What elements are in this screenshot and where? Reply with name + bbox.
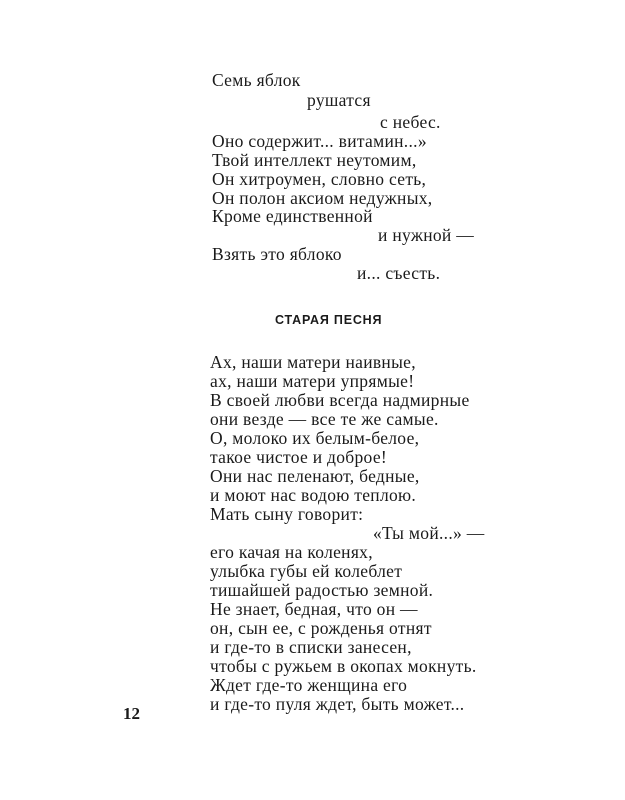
verse-line: и... съесть. — [357, 263, 441, 283]
verse-line: О, молоко их белым-белое, — [210, 428, 420, 448]
verse-line: Он хитроумен, словно сеть, — [212, 169, 427, 189]
verse-line: они везде — все те же самые. — [210, 409, 439, 429]
verse-line: такое чистое и доброе! — [210, 447, 388, 467]
verse-line: и где-то в списки занесен, — [210, 637, 412, 657]
verse-line: он, сын ее, с рожденья отнят — [210, 618, 432, 638]
verse-line: В своей любви всегда надмирные — [210, 390, 470, 410]
page-number: 12 — [123, 704, 140, 723]
verse-line: с небес. — [380, 112, 441, 132]
verse-line: тишайшей радостью земной. — [210, 580, 434, 600]
verse-line: улыбка губы ей колеблет — [210, 561, 403, 581]
verse-line: Семь яблок — [212, 70, 301, 90]
verse-line: Они нас пеленают, бедные, — [210, 466, 420, 486]
verse-line: рушатся — [307, 90, 371, 110]
poem-2-title: СТАРАЯ ПЕСНЯ — [275, 313, 383, 327]
verse-line: Твой интеллект неутомим, — [212, 150, 417, 170]
verse-line: Не знает, бедная, что он — — [210, 599, 418, 619]
verse-line: Ждет где-то женщина его — [210, 675, 408, 695]
verse-line: Оно содержит... витамин...» — [212, 131, 427, 151]
verse-line: его качая на коленях, — [210, 542, 373, 562]
verse-line: Ах, наши матери наивные, — [210, 352, 416, 372]
verse-line: и моют нас водою теплою. — [210, 485, 417, 505]
verse-line: «Ты мой...» — — [373, 523, 485, 543]
verse-line: и где-то пуля ждет, быть может... — [210, 694, 465, 714]
verse-line: ах, наши матери упрямые! — [210, 371, 415, 391]
verse-line: Мать сыну говорит: — [210, 504, 364, 524]
verse-line: Он полон аксиом недужных, — [212, 188, 433, 208]
verse-line: и нужной — — [378, 225, 475, 245]
verse-line: Кроме единственной — [212, 206, 373, 226]
verse-line: Взять это яблоко — [212, 244, 342, 264]
verse-line: чтобы с ружьем в окопах мокнуть. — [210, 656, 477, 676]
